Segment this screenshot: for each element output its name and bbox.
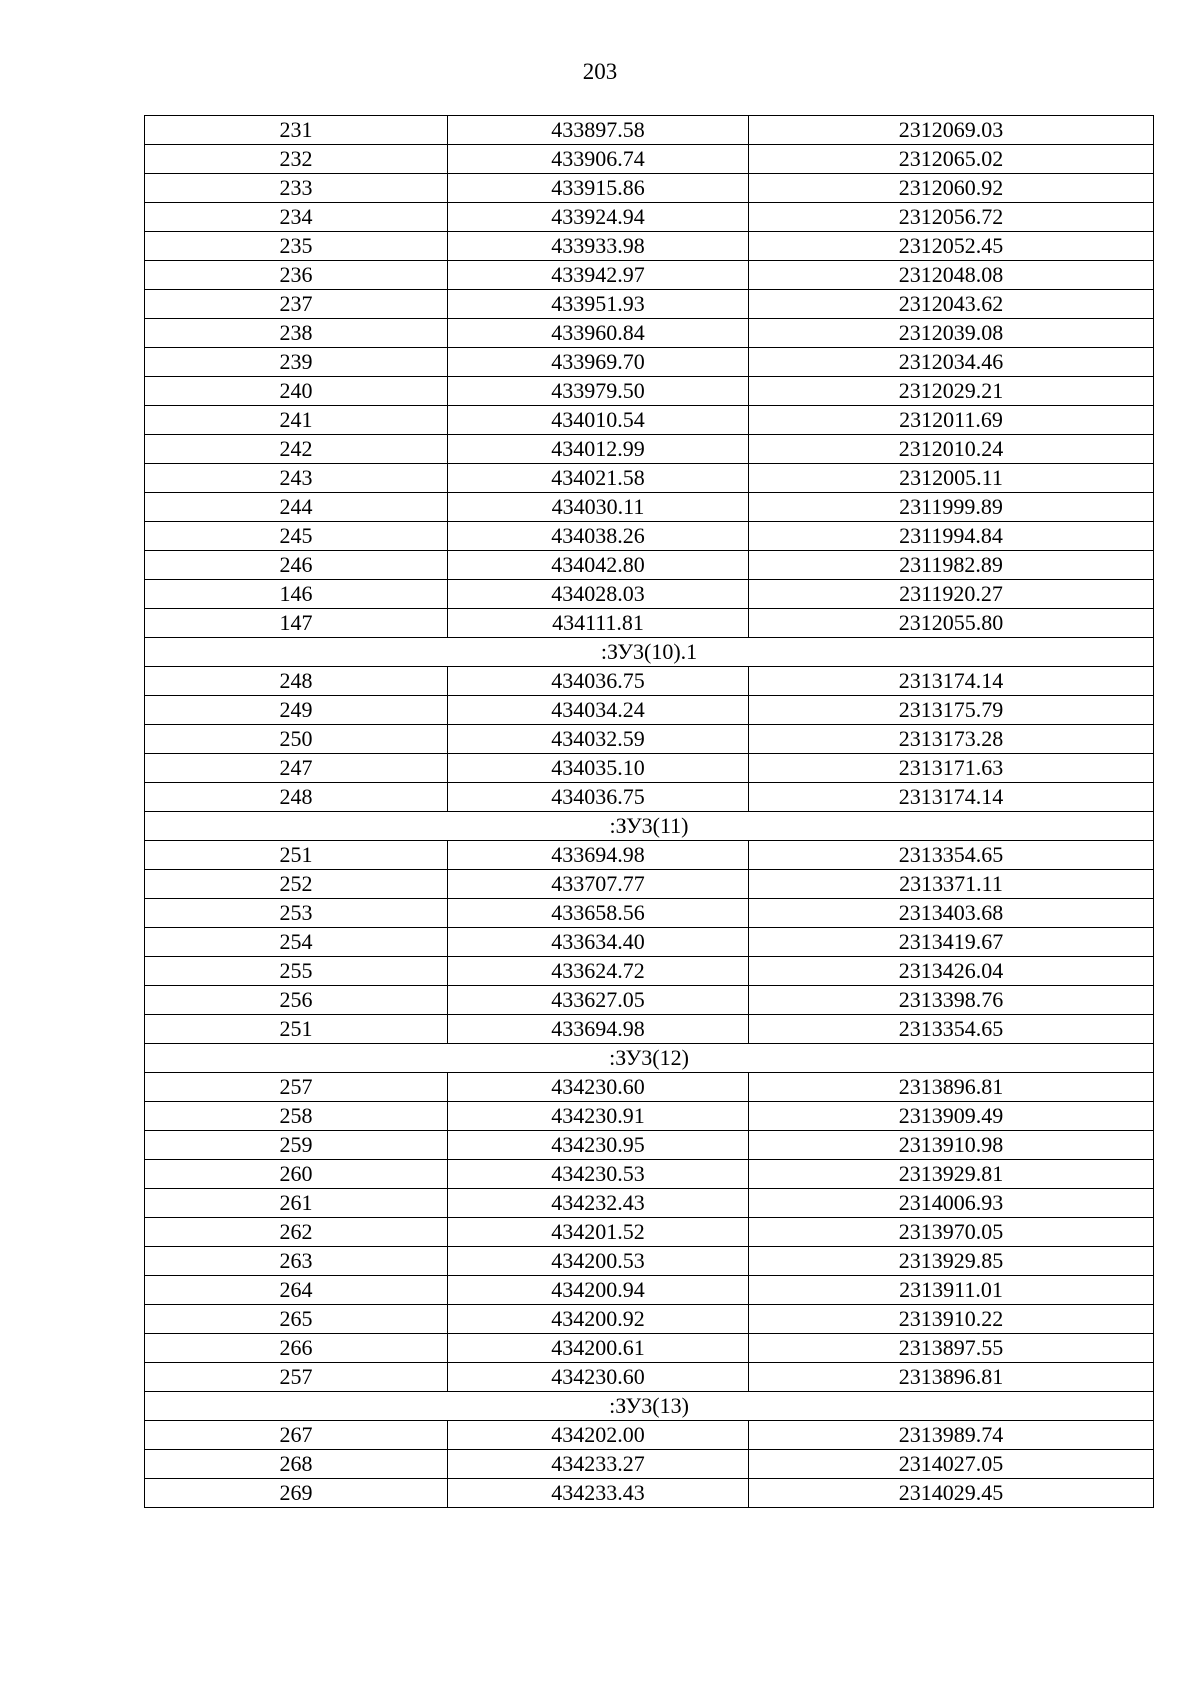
y-coordinate-cell: 2313896.81 [749, 1073, 1154, 1102]
table-row [145, 1276, 1154, 1305]
y-coordinate-cell: 2312069.03 [749, 116, 1154, 145]
y-coordinate-cell: 2313897.55 [749, 1334, 1154, 1363]
point-number-cell: 258 [145, 1102, 448, 1131]
table-row [145, 1160, 1154, 1189]
x-coordinate-cell: 433933.98 [448, 232, 749, 261]
y-coordinate-cell: 2313173.28 [749, 725, 1154, 754]
point-number-cell: 263 [145, 1247, 448, 1276]
section-header-row [145, 1392, 1154, 1421]
point-number-cell: 235 [145, 232, 448, 261]
x-coordinate-cell: 434230.91 [448, 1102, 749, 1131]
table-row [145, 261, 1154, 290]
point-number-cell: 231 [145, 116, 448, 145]
point-number-cell: 239 [145, 348, 448, 377]
table-row [145, 696, 1154, 725]
y-coordinate-cell: 2313911.01 [749, 1276, 1154, 1305]
y-coordinate-cell: 2312011.69 [749, 406, 1154, 435]
point-number-cell: 264 [145, 1276, 448, 1305]
x-coordinate-cell: 433897.58 [448, 116, 749, 145]
x-coordinate-cell: 434036.75 [448, 667, 749, 696]
table-row [145, 377, 1154, 406]
y-coordinate-cell: 2313910.98 [749, 1131, 1154, 1160]
x-coordinate-cell: 434038.26 [448, 522, 749, 551]
point-number-cell: 233 [145, 174, 448, 203]
x-coordinate-cell: 434200.94 [448, 1276, 749, 1305]
point-number-cell: 248 [145, 667, 448, 696]
page-number: 203 [582, 59, 618, 84]
table-row [145, 1131, 1154, 1160]
table-row [145, 232, 1154, 261]
y-coordinate-cell: 2312065.02 [749, 145, 1154, 174]
table-row [145, 928, 1154, 957]
x-coordinate-cell: 433624.72 [448, 957, 749, 986]
x-coordinate-cell: 434036.75 [448, 783, 749, 812]
x-coordinate-cell: 434232.43 [448, 1189, 749, 1218]
table-row [145, 203, 1154, 232]
x-coordinate-cell: 434233.27 [448, 1450, 749, 1479]
x-coordinate-cell: 434233.43 [448, 1479, 749, 1508]
y-coordinate-cell: 2313426.04 [749, 957, 1154, 986]
point-number-cell: 261 [145, 1189, 448, 1218]
table-row [145, 174, 1154, 203]
x-coordinate-cell: 433969.70 [448, 348, 749, 377]
table-row [145, 1102, 1154, 1131]
table-row [145, 725, 1154, 754]
y-coordinate-cell: 2313929.85 [749, 1247, 1154, 1276]
x-coordinate-cell: 434012.99 [448, 435, 749, 464]
x-coordinate-cell: 434200.92 [448, 1305, 749, 1334]
y-coordinate-cell: 2311994.84 [749, 522, 1154, 551]
table-row [145, 1218, 1154, 1247]
point-number-cell: 265 [145, 1305, 448, 1334]
x-coordinate-cell: 433634.40 [448, 928, 749, 957]
table-row [145, 435, 1154, 464]
point-number-cell: 232 [145, 145, 448, 174]
y-coordinate-cell: 2313929.81 [749, 1160, 1154, 1189]
x-coordinate-cell: 434028.03 [448, 580, 749, 609]
x-coordinate-cell: 434042.80 [448, 551, 749, 580]
x-coordinate-cell: 433627.05 [448, 986, 749, 1015]
y-coordinate-cell: 2313896.81 [749, 1363, 1154, 1392]
table-row [145, 1334, 1154, 1363]
point-number-cell: 242 [145, 435, 448, 464]
y-coordinate-cell: 2313970.05 [749, 1218, 1154, 1247]
table-row [145, 1247, 1154, 1276]
y-coordinate-cell: 2312052.45 [749, 232, 1154, 261]
table-row [145, 116, 1154, 145]
point-number-cell: 246 [145, 551, 448, 580]
table-row [145, 1015, 1154, 1044]
x-coordinate-cell: 433694.98 [448, 1015, 749, 1044]
x-coordinate-cell: 434230.60 [448, 1073, 749, 1102]
point-number-cell: 256 [145, 986, 448, 1015]
point-number-cell: 234 [145, 203, 448, 232]
x-coordinate-cell: 434030.11 [448, 493, 749, 522]
y-coordinate-cell: 2311920.27 [749, 580, 1154, 609]
y-coordinate-cell: 2312060.92 [749, 174, 1154, 203]
table-row [145, 870, 1154, 899]
point-number-cell: 262 [145, 1218, 448, 1247]
table-row [145, 493, 1154, 522]
table-row [145, 1450, 1154, 1479]
y-coordinate-cell: 2312005.11 [749, 464, 1154, 493]
y-coordinate-cell: 2311999.89 [749, 493, 1154, 522]
y-coordinate-cell: 2312056.72 [749, 203, 1154, 232]
point-number-cell: 240 [145, 377, 448, 406]
coordinates-table-body [145, 116, 1154, 1508]
table-row [145, 986, 1154, 1015]
point-number-cell: 253 [145, 899, 448, 928]
section-label: :ЗУ3(10).1 [145, 638, 1154, 667]
y-coordinate-cell: 2313910.22 [749, 1305, 1154, 1334]
x-coordinate-cell: 434230.53 [448, 1160, 749, 1189]
x-coordinate-cell: 434021.58 [448, 464, 749, 493]
point-number-cell: 241 [145, 406, 448, 435]
point-number-cell: 245 [145, 522, 448, 551]
y-coordinate-cell: 2313398.76 [749, 986, 1154, 1015]
table-row [145, 145, 1154, 174]
section-header-row [145, 1044, 1154, 1073]
point-number-cell: 260 [145, 1160, 448, 1189]
y-coordinate-cell: 2313175.79 [749, 696, 1154, 725]
x-coordinate-cell: 434010.54 [448, 406, 749, 435]
x-coordinate-cell: 433942.97 [448, 261, 749, 290]
point-number-cell: 146 [145, 580, 448, 609]
x-coordinate-cell: 434034.24 [448, 696, 749, 725]
point-number-cell: 237 [145, 290, 448, 319]
x-coordinate-cell: 434202.00 [448, 1421, 749, 1450]
point-number-cell: 243 [145, 464, 448, 493]
y-coordinate-cell: 2312029.21 [749, 377, 1154, 406]
table-row [145, 1189, 1154, 1218]
x-coordinate-cell: 433694.98 [448, 841, 749, 870]
y-coordinate-cell: 2312039.08 [749, 319, 1154, 348]
point-number-cell: 249 [145, 696, 448, 725]
y-coordinate-cell: 2312043.62 [749, 290, 1154, 319]
x-coordinate-cell: 433951.93 [448, 290, 749, 319]
x-coordinate-cell: 433707.77 [448, 870, 749, 899]
y-coordinate-cell: 2313371.11 [749, 870, 1154, 899]
table-row [145, 406, 1154, 435]
y-coordinate-cell: 2313989.74 [749, 1421, 1154, 1450]
table-row [145, 1421, 1154, 1450]
table-row [145, 290, 1154, 319]
y-coordinate-cell: 2313354.65 [749, 1015, 1154, 1044]
point-number-cell: 266 [145, 1334, 448, 1363]
point-number-cell: 251 [145, 841, 448, 870]
x-coordinate-cell: 434111.81 [448, 609, 749, 638]
table-row [145, 1479, 1154, 1508]
point-number-cell: 247 [145, 754, 448, 783]
section-label: :ЗУ3(13) [145, 1392, 1154, 1421]
table-row [145, 783, 1154, 812]
point-number-cell: 248 [145, 783, 448, 812]
point-number-cell: 250 [145, 725, 448, 754]
point-number-cell: 244 [145, 493, 448, 522]
table-row [145, 464, 1154, 493]
table-row [145, 754, 1154, 783]
table-row [145, 1073, 1154, 1102]
table-row [145, 348, 1154, 377]
y-coordinate-cell: 2314006.93 [749, 1189, 1154, 1218]
y-coordinate-cell: 2313174.14 [749, 667, 1154, 696]
y-coordinate-cell: 2312034.46 [749, 348, 1154, 377]
x-coordinate-cell: 433658.56 [448, 899, 749, 928]
x-coordinate-cell: 433924.94 [448, 203, 749, 232]
table-row [145, 957, 1154, 986]
y-coordinate-cell: 2311982.89 [749, 551, 1154, 580]
y-coordinate-cell: 2313419.67 [749, 928, 1154, 957]
point-number-cell: 236 [145, 261, 448, 290]
table-row [145, 667, 1154, 696]
point-number-cell: 257 [145, 1363, 448, 1392]
x-coordinate-cell: 433915.86 [448, 174, 749, 203]
y-coordinate-cell: 2312055.80 [749, 609, 1154, 638]
x-coordinate-cell: 433979.50 [448, 377, 749, 406]
x-coordinate-cell: 434032.59 [448, 725, 749, 754]
table-row [145, 899, 1154, 928]
x-coordinate-cell: 434230.95 [448, 1131, 749, 1160]
point-number-cell: 257 [145, 1073, 448, 1102]
point-number-cell: 252 [145, 870, 448, 899]
y-coordinate-cell: 2314029.45 [749, 1479, 1154, 1508]
point-number-cell: 269 [145, 1479, 448, 1508]
x-coordinate-cell: 433906.74 [448, 145, 749, 174]
section-header-row [145, 812, 1154, 841]
point-number-cell: 259 [145, 1131, 448, 1160]
coordinates-table [144, 115, 1154, 1508]
y-coordinate-cell: 2312048.08 [749, 261, 1154, 290]
y-coordinate-cell: 2312010.24 [749, 435, 1154, 464]
x-coordinate-cell: 434200.53 [448, 1247, 749, 1276]
table-row [145, 609, 1154, 638]
table-row [145, 1363, 1154, 1392]
y-coordinate-cell: 2313909.49 [749, 1102, 1154, 1131]
table-row [145, 551, 1154, 580]
table-row [145, 522, 1154, 551]
point-number-cell: 267 [145, 1421, 448, 1450]
table-row [145, 841, 1154, 870]
x-coordinate-cell: 434230.60 [448, 1363, 749, 1392]
point-number-cell: 268 [145, 1450, 448, 1479]
point-number-cell: 251 [145, 1015, 448, 1044]
table-row [145, 319, 1154, 348]
table-row [145, 1305, 1154, 1334]
x-coordinate-cell: 434035.10 [448, 754, 749, 783]
x-coordinate-cell: 433960.84 [448, 319, 749, 348]
point-number-cell: 238 [145, 319, 448, 348]
y-coordinate-cell: 2313403.68 [749, 899, 1154, 928]
y-coordinate-cell: 2313171.63 [749, 754, 1154, 783]
x-coordinate-cell: 434200.61 [448, 1334, 749, 1363]
x-coordinate-cell: 434201.52 [448, 1218, 749, 1247]
y-coordinate-cell: 2313354.65 [749, 841, 1154, 870]
point-number-cell: 255 [145, 957, 448, 986]
section-label: :ЗУ3(12) [145, 1044, 1154, 1073]
y-coordinate-cell: 2313174.14 [749, 783, 1154, 812]
section-header-row [145, 638, 1154, 667]
y-coordinate-cell: 2314027.05 [749, 1450, 1154, 1479]
point-number-cell: 254 [145, 928, 448, 957]
point-number-cell: 147 [145, 609, 448, 638]
table-row [145, 580, 1154, 609]
section-label: :ЗУ3(11) [145, 812, 1154, 841]
